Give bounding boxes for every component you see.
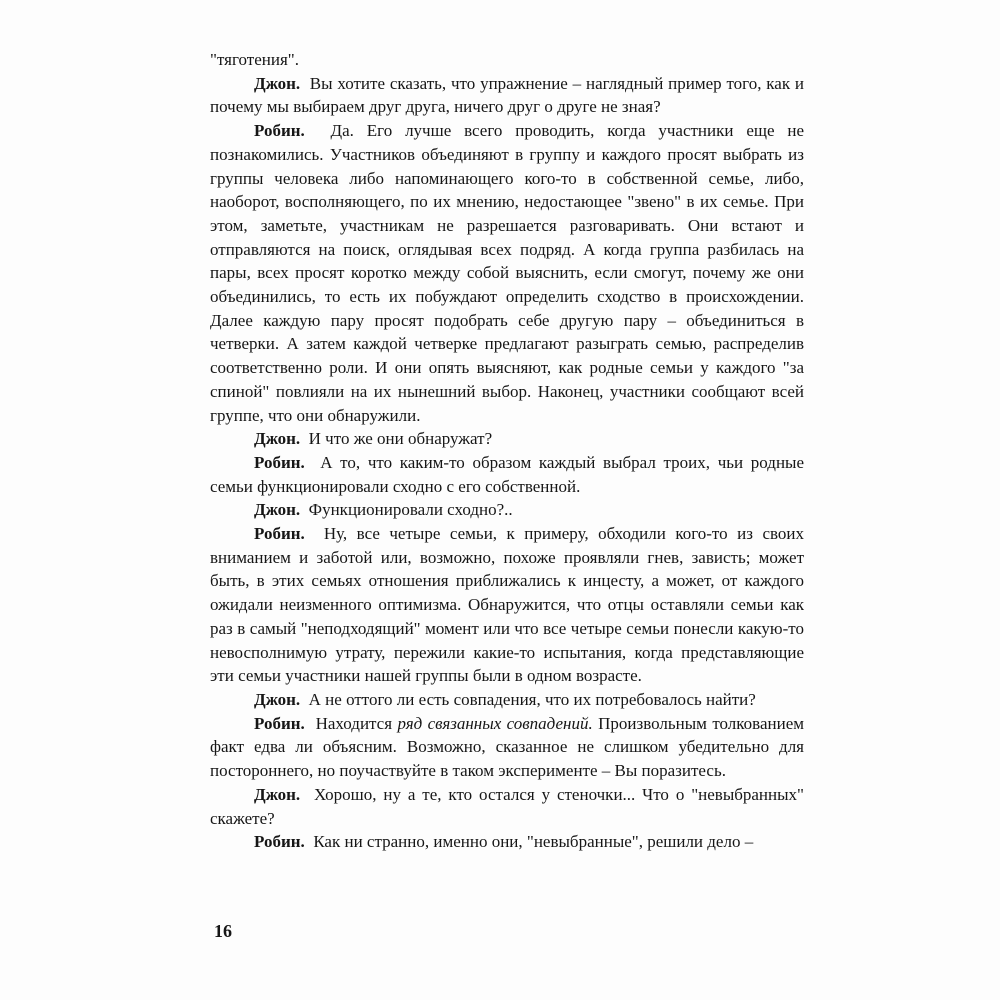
dialogue-paragraph	[210, 498, 804, 522]
text-run: А не оттого ли есть совпадения, что их потребовалось найти?	[308, 689, 756, 709]
text-run: А то, что каким-то образом каждый выбрал троих, чьи родные семьи функционировали сходно с его собственной.	[210, 452, 805, 496]
dialogue-paragraph	[210, 119, 804, 427]
italic-text-run: ряд связанных совпадений.	[397, 713, 593, 733]
speaker-name: Джон.	[254, 500, 301, 520]
dialogue-paragraph	[210, 783, 804, 830]
text-run: Хорошо, ну а те, кто остался у стеночки... Что о "невыбранных" скажете?	[210, 784, 804, 828]
speaker-name: Джон.	[254, 429, 301, 449]
dialogue-paragraph	[210, 427, 804, 451]
dialogue-paragraph	[210, 522, 804, 688]
dialogue-paragraph	[210, 830, 804, 854]
text-run: Находится	[315, 713, 398, 733]
speaker-name: Робин.	[254, 121, 305, 141]
text-run: Произвольным толкованием факт едва ли объясним. Возможно, сказанное не слишком убедительно для постороннего, но поучаствуйте в таком эксперименте – Вы поразитесь.	[210, 713, 805, 781]
speaker-name: Робин.	[254, 524, 305, 544]
speaker-name: Робин.	[254, 713, 305, 733]
speaker-name: Джон.	[254, 689, 301, 709]
continuation-paragraph	[210, 48, 804, 72]
text-run: Да. Его лучше всего проводить, когда участники еще не познакомились. Участников объединяют в группу и каждого просят выбрать из группы человека либо напоминающего кого-то в собственной семье, либо, наоборот, восполняющего, по их мнению, недостающее "звено" в их семье. При этом, заметьте, участникам не разрешается разговаривать. Они встают и отправляются на поиск, оглядывая всех подряд. А когда группа разбилась на пары, всех просят коротко между собой выяснить, если смогут, почему же они объединились, то есть их побуждают определить сходство в происхождении. Далее каждую пару просят подобрать себе другую пару – объединиться в четверки. А затем каждой четверке предлагают разыграть семью, распределив соответственно роли. И они опять выясняют, как родные семьи у каждого "за спиной" повлияли на их нынешний выбор. Наконец, участники сообщают всей группе, что они обнаружили.	[210, 121, 804, 425]
speaker-name: Джон.	[254, 784, 301, 804]
text-run: "тяготения".	[210, 50, 299, 69]
text-run: И что же они обнаружат?	[308, 429, 493, 449]
speaker-name: Джон.	[254, 73, 301, 93]
text-run: Функционировали сходно?..	[308, 500, 513, 520]
page-number: 16	[214, 921, 232, 941]
dialogue-paragraph	[210, 451, 804, 498]
text-column	[210, 48, 804, 854]
dialogue-paragraph	[210, 688, 804, 712]
text-run: Ну, все четыре семьи, к примеру, обходили кого-то из своих вниманием и заботой или, возможно, похоже проявляли гнев, зависть; может быть, в этих семьях отношения приближались к инцесту, а может, от каждого ожидали неизменного оптимизма. Обнаружится, что отцы оставляли семьи как раз в самый "неподходящий" момент или что все четыре семьи понесли какую-то невосполнимую утрату, пережили какие-то испытания, когда представляющие эти семьи участники нашей группы были в одном возрасте.	[210, 524, 805, 686]
dialogue-paragraph	[210, 712, 804, 783]
text-run: Как ни странно, именно они, "невыбранные", решили дело –	[313, 832, 754, 852]
text-run: Вы хотите сказать, что упражнение – наглядный пример того, как и почему мы выбираем друг друга, ничего друг о друге не зная?	[210, 73, 804, 117]
speaker-name: Робин.	[254, 832, 305, 852]
dialogue-paragraph	[210, 72, 804, 119]
speaker-name: Робин.	[254, 452, 305, 472]
